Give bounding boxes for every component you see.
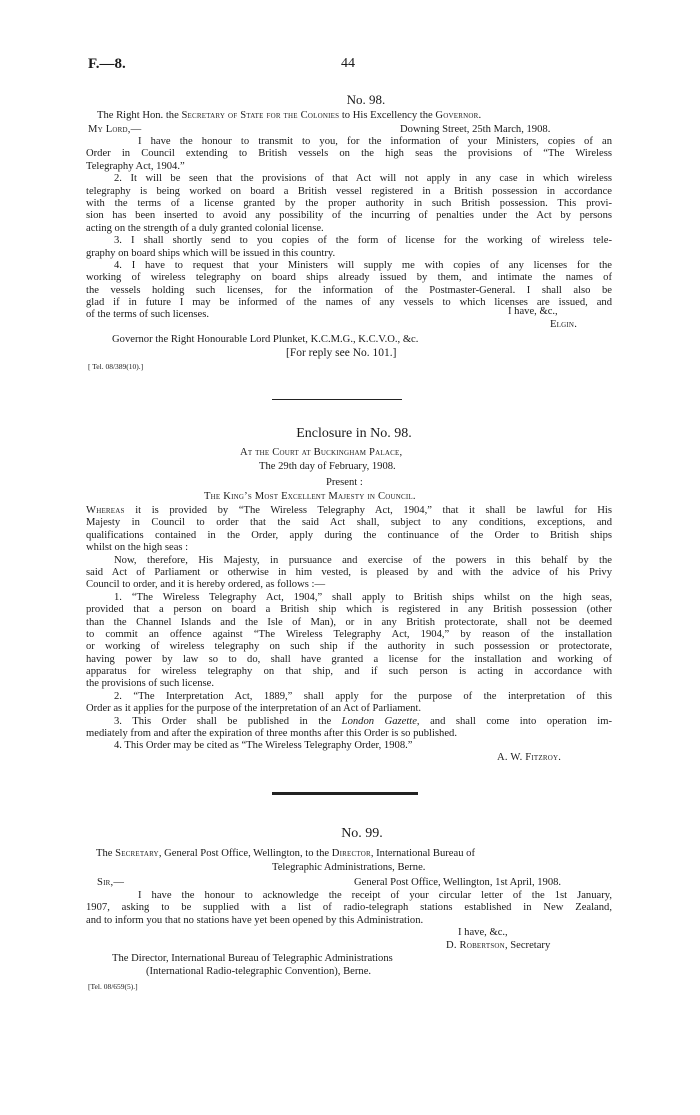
letter-99-file-ref: [Tel. 08/659(5).]	[88, 982, 138, 991]
enclosure-court: At the Court at Buckingham Palace,	[240, 447, 403, 458]
enclosure-order-text: Whereas it is provided by “The Wireless Telegraphy Act, 1904,” that it shall be lawful for His Majesty in Council to order that the said Act shall, subject to any conditions, exceptions, and qualifications contained in the Order, apply during the continuance of the Order to British ships whilst on the high seas : Now, therefore, His Majesty, in pursuance and exercise of the powers in this behalf by the said Act of Parliament or otherwise in him vested, is pleased by and with the advice of his Privy Council to order, and it is hereby ordered, as follows :— 1. “The Wireless Telegraphy Act, 1904,” shall apply to British ships whilst on the high seas, provided that a person on board a British ship which is registered in any British possession (other than the Channel Islands and the Isle of Man), or in any British protectorate, shall not be deemed to commit an offence against “The Wireless Telegraphy Act, 1904,” by reason of the installation or working of wireless telegraphy on such ship if the authority in such possession or protectorate, having power by law so to do, shall have granted a license for the installation and working of apparatus for wireless telegraphy on that ship, and if such person is acting in accordance with the provisions of such license. 2. “The Interpretation Act, 1889,” shall apply for the purpose of the interpretation of this Order as it applies for the purpose of the interpretation of an Act of Parliament. 3. This Order shall be published in the London Gazette, and shall come into operation im- mediately from and after the expiration of three months after this Order is so published. 4. This Order may be cited as “The Wireless Telegraphy Order, 1908.”	[86, 505, 612, 752]
letter-98-salutation: My Lord,—	[88, 124, 142, 135]
letter-99-recipient-line-1: The Director, International Bureau of Telegraphic Administrations	[112, 953, 393, 964]
letter-99-number: No. 99.	[341, 826, 383, 841]
letter-99-signature: D. Robertson, Secretary	[446, 940, 551, 951]
enclosure-title: Enclosure in No. 98.	[296, 426, 412, 441]
letter-98-address: The Right Hon. the Secretary of State for the Colonies to His Excellency the Governor.	[97, 110, 482, 121]
letter-99-recipient-line-2: (International Radio-telegraphic Convention), Berne.	[146, 966, 372, 977]
letter-99-address: The Secretary, General Post Office, Wellington, to the Director, International Bureau of	[96, 848, 475, 859]
enclosure-council: The King’s Most Excellent Majesty in Council.	[204, 491, 416, 502]
enclosure-present: Present :	[326, 477, 363, 488]
letter-98-place-date: Downing Street, 25th March, 1908.	[400, 124, 551, 135]
letter-98-number: No. 98.	[346, 92, 386, 107]
section-divider	[272, 399, 402, 400]
letter-99-salutation: Sir,—	[97, 877, 125, 888]
letter-99-body: I have the honour to acknowledge the receipt of your circular letter of the 1st January, 1907, asking to be supplied with a list of radio-telegraph stations established in New Zealand, and to inform you that no stations have yet been opened by this Administration.	[86, 890, 612, 926]
letter-98-file-ref: [ Tel. 08/389(10).]	[88, 362, 144, 371]
letter-98-signature: Elgin.	[550, 319, 578, 330]
letter-98-recipient: Governor the Right Honourable Lord Plunket, K.C.M.G., K.C.V.O., &c.	[112, 334, 419, 345]
letter-98-reply-note: [For reply see No. 101.]	[286, 347, 397, 359]
enclosure-date: The 29th day of February, 1908.	[259, 461, 396, 472]
heavy-divider	[272, 792, 418, 795]
letter-98-closing: I have, &c.,	[508, 306, 558, 317]
letter-98-body: I have the honour to transmit to you, for the information of your Ministers, copies of an Order in Council extending to British vessels on the high seas the provisions of “The Wireless Telegraphy Act, 1904.” 2. It will be seen that the provisions of that Act will not apply in any case in which wireless telegraphy is being worked on board a British vessel registered in a British possession in accordance with the terms of a license granted by the proper authority in such British possession. This provi- sion has been inserted to avoid any possibility of the incurring of penalties under the Act by persons acting on the strength of a duly granted colonial license. 3. I shall shortly send to you copies of the form of license for the working of wireless tele- graphy on board ships which will be issued in this country. 4. I have to request that your Ministers will supply me with copies of any licenses for the working of wireless telegraphy on board ships already issued by them, and intimate the names of the vessels holding such licenses, for the information of the Postmaster-General. I shall also be glad if in future I may be informed of the names of any vessels to which licenses are issued, and of the terms of such licenses.	[86, 136, 612, 321]
letter-99-place-date: General Post Office, Wellington, 1st April, 1908.	[354, 877, 562, 888]
letter-99-closing: I have, &c.,	[458, 927, 508, 938]
page-number: 44	[341, 56, 355, 71]
letter-99-address-line-2: Telegraphic Administrations, Berne.	[272, 862, 426, 873]
document-code: F.—8.	[88, 56, 126, 72]
enclosure-signature: A. W. Fitzroy.	[497, 752, 562, 763]
